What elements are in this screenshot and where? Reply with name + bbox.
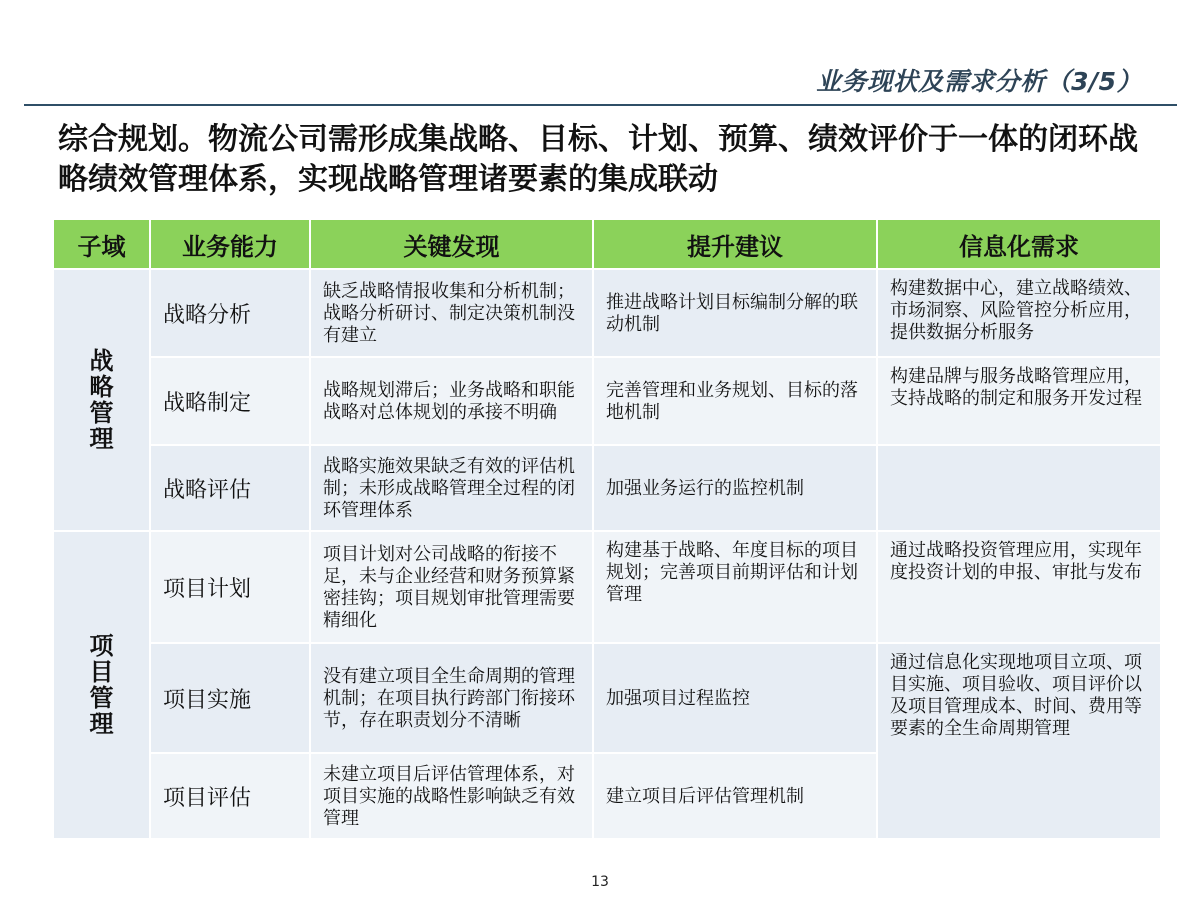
column-header-capability: 业务能力 bbox=[150, 219, 310, 269]
requirement-cell: 构建数据中心，建立战略绩效、市场洞察、风险管控分析应用，提供数据分析服务 bbox=[877, 269, 1161, 357]
domain-label: 项目管理 bbox=[89, 632, 114, 738]
capability-cell: 战略分析 bbox=[150, 269, 310, 357]
capability-cell: 项目计划 bbox=[150, 531, 310, 643]
page-number: 13 bbox=[591, 874, 609, 890]
header-divider bbox=[24, 104, 1177, 106]
headline: 综合规划。物流公司需形成集战略、目标、计划、预算、绩效评价于一体的闭环战略绩效管理体系，实现战略管理诸要素的集成联动 bbox=[58, 122, 1138, 197]
finding-cell: 没有建立项目全生命周期的管理机制；在项目执行跨部门衔接环节，存在职责划分不清晰 bbox=[310, 643, 593, 753]
capability-cell: 战略制定 bbox=[150, 357, 310, 445]
column-header-suggestions: 提升建议 bbox=[593, 219, 877, 269]
capability-cell: 项目评估 bbox=[150, 753, 310, 839]
table-row bbox=[53, 269, 1161, 357]
finding-cell: 未建立项目后评估管理体系，对项目实施的战略性影响缺乏有效管理 bbox=[310, 753, 593, 839]
requirement-cell: 构建品牌与服务战略管理应用，支持战略的制定和服务开发过程 bbox=[877, 357, 1161, 445]
domain-cell-project bbox=[53, 531, 150, 839]
suggestion-cell: 推进战略计划目标编制分解的联动机制 bbox=[593, 269, 877, 357]
table-row bbox=[53, 643, 1161, 753]
table-row bbox=[53, 531, 1161, 643]
finding-cell: 战略规划滞后；业务战略和职能战略对总体规划的承接不明确 bbox=[310, 357, 593, 445]
column-header-it-requirements: 信息化需求 bbox=[877, 219, 1161, 269]
domain-cell-strategy bbox=[53, 269, 150, 531]
finding-cell: 战略实施效果缺乏有效的评估机制；未形成战略管理全过程的闭环管理体系 bbox=[310, 445, 593, 531]
finding-cell: 缺乏战略情报收集和分析机制；战略分析研讨、制定决策机制没有建立 bbox=[310, 269, 593, 357]
suggestion-cell: 完善管理和业务规划、目标的落地机制 bbox=[593, 357, 877, 445]
capability-cell: 项目实施 bbox=[150, 643, 310, 753]
column-header-subdomain: 子域 bbox=[53, 219, 150, 269]
domain-label: 战略管理 bbox=[89, 347, 114, 453]
finding-cell: 项目计划对公司战略的衔接不足，未与企业经营和财务预算紧密挂钩；项目规划审批管理需要精细化 bbox=[310, 531, 593, 643]
analysis-table bbox=[52, 218, 1162, 840]
requirement-cell bbox=[877, 445, 1161, 531]
capability-cell: 战略评估 bbox=[150, 445, 310, 531]
table-row bbox=[53, 445, 1161, 531]
table-header-row bbox=[53, 219, 1161, 269]
table-row bbox=[53, 357, 1161, 445]
suggestion-cell: 加强业务运行的监控机制 bbox=[593, 445, 877, 531]
section-title: 业务现状及需求分析（3/5） bbox=[816, 67, 1142, 96]
suggestion-cell: 构建基于战略、年度目标的项目规划；完善项目前期评估和计划管理 bbox=[593, 531, 877, 643]
requirement-cell: 通过信息化实现地项目立项、项目实施、项目验收、项目评价以及项目管理成本、时间、费用等要素的全生命周期管理 bbox=[877, 643, 1161, 839]
column-header-findings: 关键发现 bbox=[310, 219, 593, 269]
suggestion-cell: 建立项目后评估管理机制 bbox=[593, 753, 877, 839]
suggestion-cell: 加强项目过程监控 bbox=[593, 643, 877, 753]
requirement-cell: 通过战略投资管理应用，实现年度投资计划的申报、审批与发布 bbox=[877, 531, 1161, 643]
